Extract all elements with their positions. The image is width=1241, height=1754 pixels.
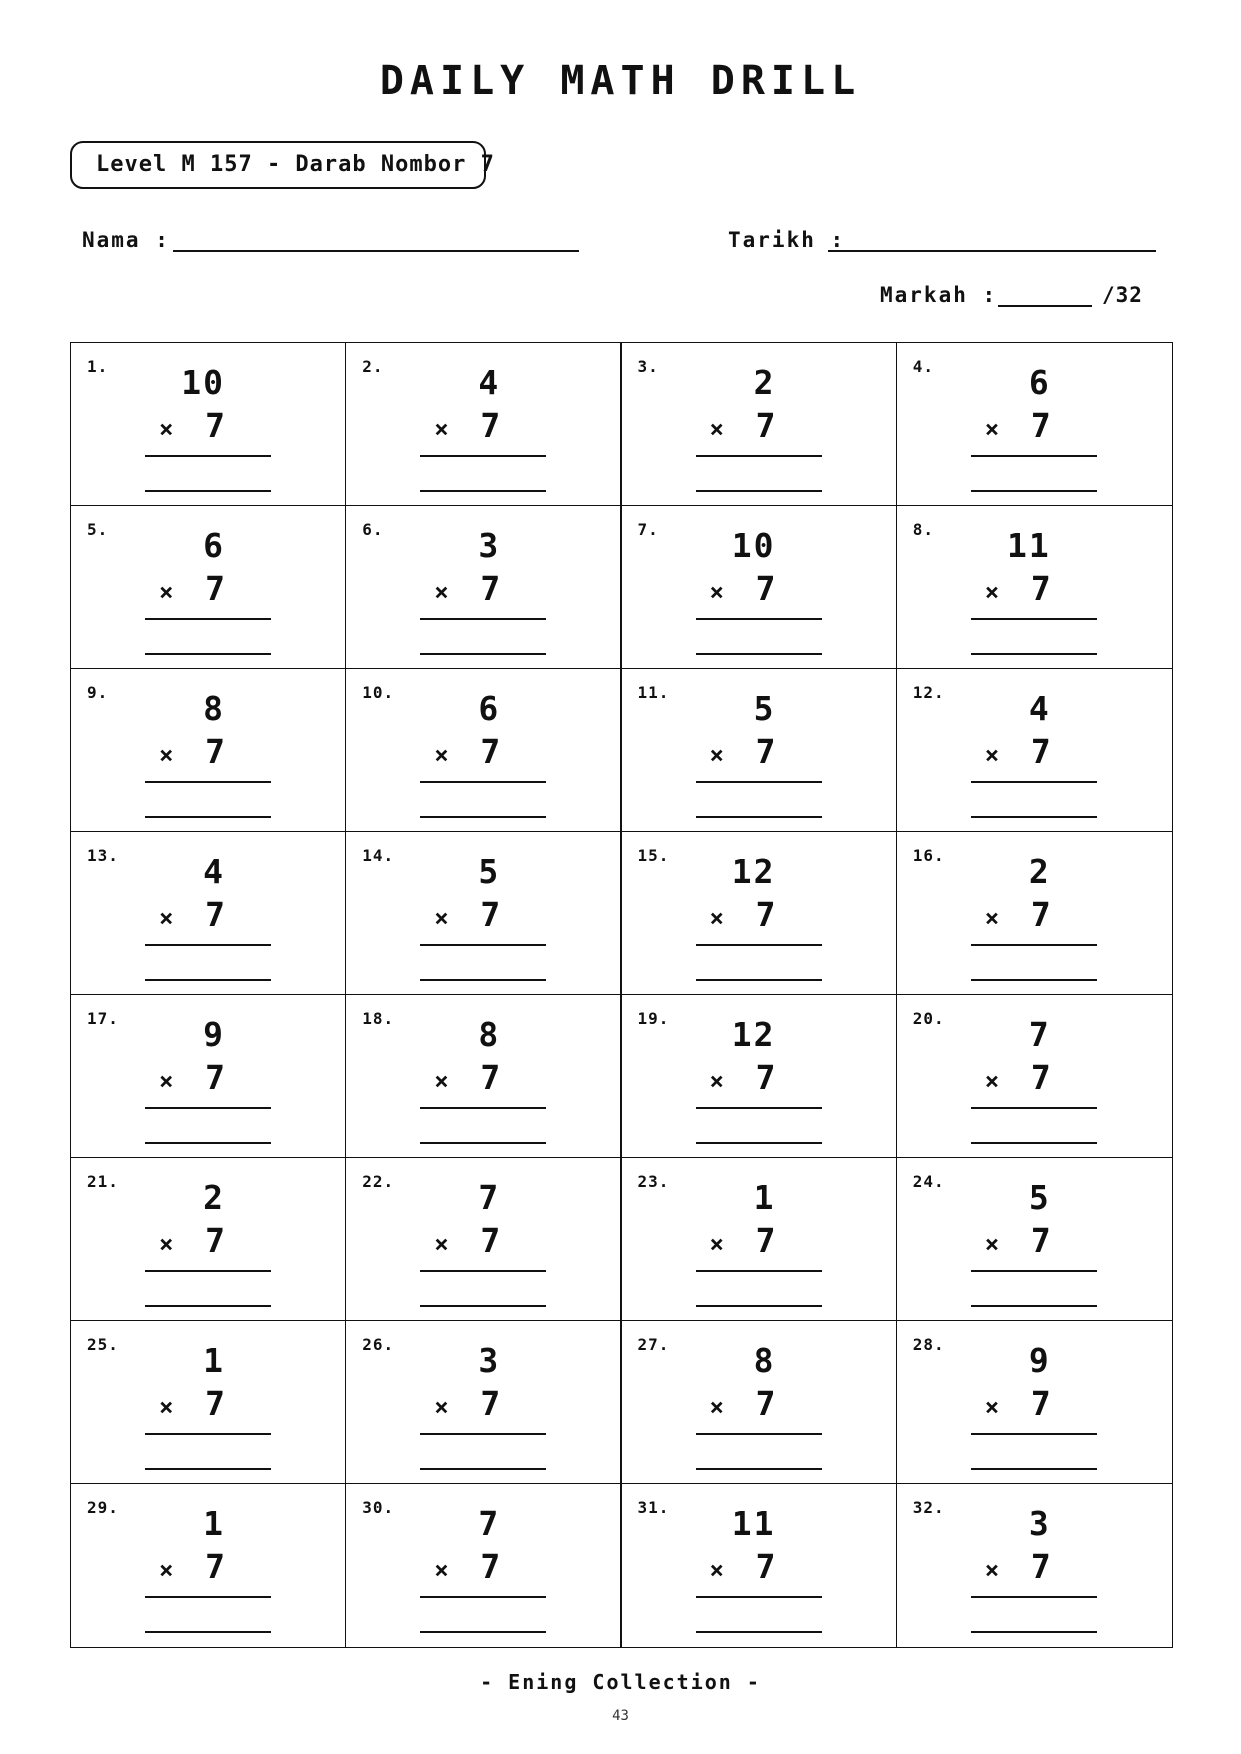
multiplier: 7 — [480, 406, 501, 445]
score-field[interactable] — [998, 305, 1092, 307]
problem-cell — [897, 1321, 1172, 1484]
multiplicand: 4 — [203, 852, 225, 891]
problem-cell — [71, 995, 346, 1158]
multiplicand: 11 — [1007, 526, 1051, 565]
answer-line[interactable] — [971, 490, 1097, 492]
multiplicand: 1 — [203, 1341, 225, 1380]
multiplicand: 6 — [203, 526, 225, 565]
multiplicand: 1 — [753, 1178, 776, 1217]
problem-cell — [897, 343, 1172, 506]
sum-rule — [971, 1596, 1097, 1598]
multiply-sign: × — [159, 578, 174, 606]
multiplier: 7 — [755, 1221, 776, 1260]
multiplicand: 4 — [1028, 689, 1051, 728]
problem-number: 26. — [362, 1335, 395, 1354]
problem-number: 1. — [87, 357, 109, 376]
multiply-sign: × — [709, 904, 724, 932]
multiplier: 7 — [1030, 1384, 1051, 1423]
answer-line[interactable] — [420, 979, 546, 981]
multiplicand: 2 — [203, 1178, 225, 1217]
multiplicand: 5 — [478, 852, 501, 891]
problem-number: 20. — [912, 1009, 945, 1028]
name-field[interactable] — [173, 250, 579, 252]
problem-number: 17. — [87, 1009, 119, 1028]
multiplier: 7 — [205, 732, 225, 771]
sum-rule — [420, 618, 546, 620]
problem-cell — [71, 669, 346, 832]
sum-rule — [145, 618, 271, 620]
score-label: Markah : — [880, 283, 998, 307]
multiply-sign: × — [434, 904, 449, 932]
multiplier: 7 — [1030, 1547, 1051, 1586]
multiplicand: 4 — [478, 363, 501, 402]
multiplicand: 1 — [203, 1504, 225, 1543]
problem-cell — [71, 1484, 346, 1647]
problem-number: 14. — [362, 846, 395, 865]
answer-line[interactable] — [145, 1305, 271, 1307]
multiply-sign: × — [159, 1067, 174, 1095]
multiply-sign: × — [159, 415, 174, 443]
sum-rule — [696, 944, 822, 946]
multiply-sign: × — [159, 1393, 174, 1421]
answer-line[interactable] — [696, 1468, 822, 1470]
multiply-sign: × — [709, 1067, 724, 1095]
multiply-sign: × — [984, 1230, 1000, 1258]
problem-number: 2. — [362, 357, 384, 376]
problem-cell — [346, 506, 621, 669]
problem-cell — [71, 1158, 346, 1321]
sum-rule — [145, 1107, 271, 1109]
multiplicand: 11 — [731, 1504, 776, 1543]
multiplicand: 12 — [731, 1015, 776, 1054]
answer-line[interactable] — [420, 1468, 546, 1470]
multiplier: 7 — [755, 895, 776, 934]
problem-number: 28. — [912, 1335, 945, 1354]
multiplicand: 12 — [731, 852, 776, 891]
answer-line[interactable] — [145, 653, 271, 655]
problem-cell — [622, 506, 897, 669]
multiplicand: 5 — [753, 689, 776, 728]
answer-line[interactable] — [971, 816, 1097, 818]
multiply-sign: × — [984, 1067, 1000, 1095]
problem-number: 24. — [912, 1172, 945, 1191]
answer-line[interactable] — [420, 1142, 546, 1144]
multiplicand: 6 — [1028, 363, 1051, 402]
problem-cell — [622, 343, 897, 506]
problem-cell — [622, 832, 897, 995]
problem-number: 5. — [87, 520, 109, 539]
multiply-sign: × — [434, 415, 449, 443]
problem-number: 12. — [912, 683, 945, 702]
footer-credit: - Ening Collection - — [480, 1670, 761, 1694]
multiplicand: 2 — [1028, 852, 1051, 891]
multiplicand: 10 — [181, 363, 225, 402]
multiplier: 7 — [1030, 1221, 1051, 1260]
multiplier: 7 — [755, 406, 776, 445]
problem-number: 11. — [637, 683, 670, 702]
sum-rule — [971, 944, 1097, 946]
problem-cell — [622, 1321, 897, 1484]
multiply-sign: × — [709, 415, 724, 443]
multiplier: 7 — [480, 1058, 501, 1097]
multiplier: 7 — [755, 732, 776, 771]
sum-rule — [971, 1107, 1097, 1109]
problem-cell — [71, 832, 346, 995]
multiplier: 7 — [480, 1547, 501, 1586]
multiplicand: 5 — [1028, 1178, 1051, 1217]
problem-cell — [897, 506, 1172, 669]
sum-rule — [971, 781, 1097, 783]
multiplicand: 9 — [1028, 1341, 1051, 1380]
problem-cell — [346, 669, 621, 832]
problem-cell — [897, 1484, 1172, 1647]
multiplier: 7 — [480, 1384, 501, 1423]
sum-rule — [420, 1433, 546, 1435]
multiplier: 7 — [1030, 569, 1051, 608]
answer-line[interactable] — [420, 1305, 546, 1307]
problem-cell — [346, 1484, 621, 1647]
multiply-sign: × — [434, 741, 449, 769]
multiplicand: 10 — [731, 526, 776, 565]
sum-rule — [420, 781, 546, 783]
answer-line[interactable] — [971, 1468, 1097, 1470]
problem-number: 6. — [362, 520, 384, 539]
multiplicand: 3 — [1028, 1504, 1051, 1543]
problem-number: 7. — [637, 520, 659, 539]
sum-rule — [971, 618, 1097, 620]
sum-rule — [696, 1107, 822, 1109]
multiply-sign: × — [984, 741, 1000, 769]
multiplicand: 7 — [478, 1178, 501, 1217]
problem-cell — [71, 1321, 346, 1484]
multiplier: 7 — [205, 895, 225, 934]
multiplier: 7 — [480, 895, 501, 934]
multiplier: 7 — [755, 1384, 776, 1423]
answer-line[interactable] — [971, 1631, 1097, 1633]
problem-cell — [346, 1158, 621, 1321]
multiplicand: 8 — [203, 689, 225, 728]
multiplier: 7 — [1030, 1058, 1051, 1097]
problem-cell — [71, 506, 346, 669]
problem-cell — [622, 1484, 897, 1647]
sum-rule — [420, 1596, 546, 1598]
problem-number: 4. — [912, 357, 935, 376]
multiply-sign: × — [984, 578, 1000, 606]
answer-line[interactable] — [696, 979, 822, 981]
answer-line[interactable] — [696, 1631, 822, 1633]
sum-rule — [971, 1270, 1097, 1272]
multiplicand: 3 — [478, 1341, 501, 1380]
problem-cell — [622, 995, 897, 1158]
multiplier: 7 — [480, 1221, 501, 1260]
sum-rule — [696, 1433, 822, 1435]
multiplier: 7 — [1030, 895, 1051, 934]
multiplier: 7 — [1030, 732, 1051, 771]
problem-number: 25. — [87, 1335, 119, 1354]
answer-line[interactable] — [696, 490, 822, 492]
problem-cell — [346, 343, 621, 506]
problem-number: 10. — [362, 683, 395, 702]
sum-rule — [420, 1270, 546, 1272]
multiplier: 7 — [1030, 406, 1051, 445]
sum-rule — [971, 455, 1097, 457]
date-field[interactable] — [828, 250, 1156, 252]
multiply-sign: × — [709, 1230, 724, 1258]
multiplicand: 7 — [1028, 1015, 1051, 1054]
multiplier: 7 — [755, 569, 776, 608]
answer-line[interactable] — [696, 653, 822, 655]
problem-cell — [897, 832, 1172, 995]
sum-rule — [696, 781, 822, 783]
sum-rule — [145, 1433, 271, 1435]
multiply-sign: × — [159, 904, 174, 932]
problem-number: 9. — [87, 683, 109, 702]
problem-number: 27. — [637, 1335, 670, 1354]
multiplier: 7 — [205, 569, 225, 608]
sum-rule — [420, 455, 546, 457]
sum-rule — [145, 944, 271, 946]
multiply-sign: × — [434, 1230, 449, 1258]
problem-number: 32. — [912, 1498, 945, 1517]
sum-rule — [420, 1107, 546, 1109]
multiply-sign: × — [434, 1067, 449, 1095]
answer-line[interactable] — [420, 1631, 546, 1633]
answer-line[interactable] — [971, 1305, 1097, 1307]
problem-number: 22. — [362, 1172, 395, 1191]
problem-grid — [70, 342, 1173, 1648]
multiply-sign: × — [159, 741, 174, 769]
multiply-sign: × — [709, 578, 724, 606]
problem-number: 31. — [637, 1498, 670, 1517]
problem-cell — [346, 1321, 621, 1484]
multiply-sign: × — [709, 741, 724, 769]
answer-line[interactable] — [145, 1142, 271, 1144]
problem-number: 3. — [637, 357, 659, 376]
problem-cell — [71, 343, 346, 506]
problem-cell — [346, 832, 621, 995]
level-label-box: Level M 157 - Darab Nombor 7 — [70, 141, 486, 189]
multiply-sign: × — [159, 1556, 174, 1584]
multiply-sign: × — [434, 1393, 449, 1421]
problem-number: 19. — [637, 1009, 670, 1028]
problem-cell — [897, 1158, 1172, 1321]
problem-number: 15. — [637, 846, 670, 865]
multiplier: 7 — [205, 1221, 225, 1260]
problem-number: 29. — [87, 1498, 119, 1517]
multiply-sign: × — [984, 904, 1000, 932]
sum-rule — [696, 1270, 822, 1272]
multiplier: 7 — [480, 732, 501, 771]
answer-line[interactable] — [145, 1631, 271, 1633]
problem-number: 21. — [87, 1172, 119, 1191]
multiply-sign: × — [159, 1230, 174, 1258]
answer-line[interactable] — [145, 979, 271, 981]
answer-line[interactable] — [420, 490, 546, 492]
answer-line[interactable] — [971, 1142, 1097, 1144]
problem-number: 13. — [87, 846, 119, 865]
multiplicand: 2 — [753, 363, 776, 402]
multiply-sign: × — [984, 1393, 1000, 1421]
problem-cell — [897, 995, 1172, 1158]
multiplicand: 7 — [478, 1504, 501, 1543]
problem-cell — [897, 669, 1172, 832]
multiplicand: 8 — [753, 1341, 776, 1380]
sum-rule — [420, 944, 546, 946]
problem-cell — [622, 669, 897, 832]
multiplier: 7 — [205, 1058, 225, 1097]
answer-line[interactable] — [971, 653, 1097, 655]
multiply-sign: × — [709, 1393, 724, 1421]
answer-line[interactable] — [971, 979, 1097, 981]
multiplier: 7 — [205, 1547, 225, 1586]
answer-line[interactable] — [696, 816, 822, 818]
sum-rule — [696, 618, 822, 620]
sum-rule — [971, 1433, 1097, 1435]
problem-number: 16. — [912, 846, 945, 865]
multiply-sign: × — [434, 578, 449, 606]
multiply-sign: × — [984, 1556, 1000, 1584]
date-label: Tarikh : — [728, 228, 846, 252]
multiplicand: 6 — [478, 689, 501, 728]
answer-line[interactable] — [420, 653, 546, 655]
answer-line[interactable] — [420, 816, 546, 818]
problem-number: 23. — [637, 1172, 670, 1191]
sum-rule — [145, 455, 271, 457]
problem-cell — [622, 1158, 897, 1321]
answer-line[interactable] — [696, 1142, 822, 1144]
sum-rule — [696, 455, 822, 457]
multiplier: 7 — [755, 1058, 776, 1097]
sum-rule — [145, 1270, 271, 1272]
multiplier: 7 — [205, 406, 225, 445]
answer-line[interactable] — [145, 816, 271, 818]
multiplier: 7 — [205, 1384, 225, 1423]
problem-cell — [346, 995, 621, 1158]
multiplicand: 9 — [203, 1015, 225, 1054]
multiply-sign: × — [984, 415, 1000, 443]
multiplicand: 8 — [478, 1015, 501, 1054]
multiplier: 7 — [755, 1547, 776, 1586]
problem-number: 8. — [912, 520, 935, 539]
page-number: 43 — [612, 1708, 629, 1724]
multiplier: 7 — [480, 569, 501, 608]
multiply-sign: × — [709, 1556, 724, 1584]
multiply-sign: × — [434, 1556, 449, 1584]
score-total: /32 — [1102, 283, 1143, 307]
answer-line[interactable] — [145, 1468, 271, 1470]
name-label: Nama : — [82, 228, 170, 252]
multiplicand: 3 — [478, 526, 501, 565]
page-title: DAILY MATH DRILL — [379, 58, 862, 104]
answer-line[interactable] — [696, 1305, 822, 1307]
sum-rule — [145, 781, 271, 783]
sum-rule — [145, 1596, 271, 1598]
problem-number: 18. — [362, 1009, 395, 1028]
answer-line[interactable] — [145, 490, 271, 492]
problem-number: 30. — [362, 1498, 395, 1517]
sum-rule — [696, 1596, 822, 1598]
